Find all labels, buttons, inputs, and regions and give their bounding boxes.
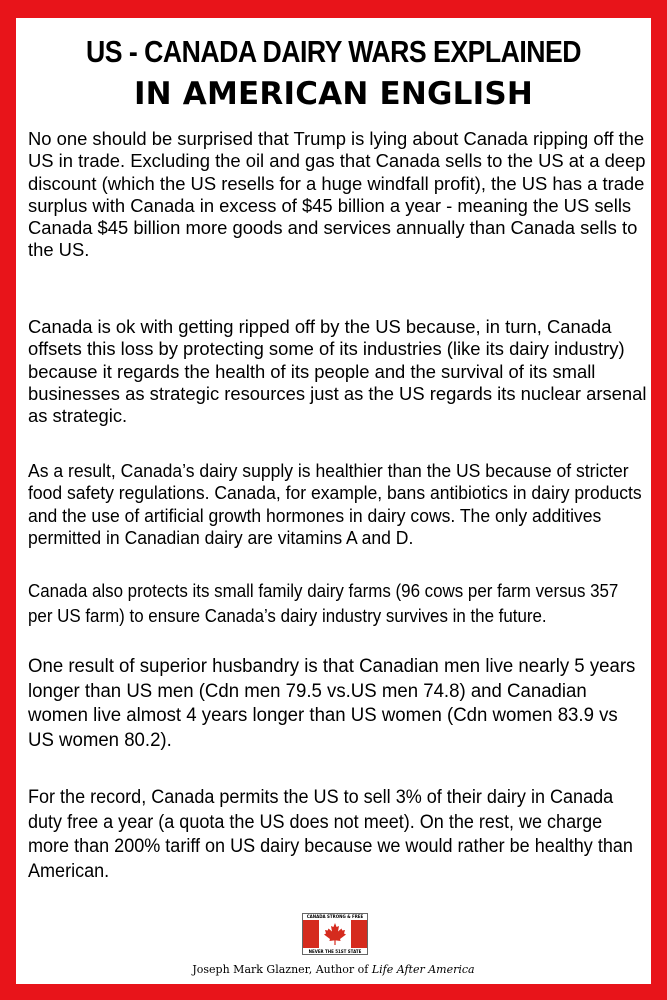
- title-line-2: IN AMERICAN ENGLISH: [133, 76, 534, 112]
- paragraph-family-farms: Canada also protects its small family dairy farms (96 cows per farm versus 357 per US farm) to ensure Canada’s dairy industry survives in the future.: [28, 581, 619, 626]
- title-line-1: US - CANADA DAIRY WARS EXPLAINED: [85, 34, 582, 69]
- author-name: Joseph Mark Glazner, Author of: [192, 963, 372, 976]
- paragraph-tariff: For the record, Canada permits the US to sell 3% of their dairy in Canada duty free a year (a quota the US does not meet). On the rest, we charge more than 200% tariff on US dairy because we would rather be healthy than American.: [28, 786, 633, 882]
- badge-bottom-text: NEVER THE 51ST STATE: [308, 949, 362, 954]
- author-credit: [16, 963, 651, 976]
- canadian-flag-icon: [302, 913, 368, 955]
- paragraph-food-safety: As a result, Canada’s dairy supply is healthier than the US because of stricter food safety regulations. Canada, for example, bans antibiotics in dairy products and the use of artificial growth hormones in dairy cows. The only additives permitted in Canadian dairy are vitamins A and D.: [28, 461, 642, 548]
- paragraph-trade-surplus: No one should be surprised that Trump is lying about Canada ripping off the US in trade. Excluding the oil and gas that Canada sells to the US at a deep discount (which the US resells for a huge windfall profit), the US has a trade surplus with Canada in excess of $45 billion a year - meaning the US sells Canada $45 billion more goods and services annually than Canada sells to the US.: [28, 128, 646, 261]
- badge-top-text: CANADA STRONG & FREE: [306, 914, 364, 919]
- book-title: Life After America: [371, 963, 475, 976]
- poster-page: [16, 18, 651, 984]
- flag-graphic: [303, 914, 367, 954]
- paragraph-protection: Canada is ok with getting ripped off by the US because, in turn, Canada offsets this loss by protecting some of its industries (like its dairy industry) because it regards the health of its people and the survival of its small businesses as strategic resources just as the US regards its nuclear arsenal as strategic.: [28, 316, 647, 427]
- paragraph-life-expectancy: One result of superior husbandry is that Canadian men live nearly 5 years longer than US men (Cdn men 79.5 vs.US men 74.8) and Canadian women live almost 4 years longer than US women (Cdn women 83.9 vs US women 80.2).: [28, 655, 636, 751]
